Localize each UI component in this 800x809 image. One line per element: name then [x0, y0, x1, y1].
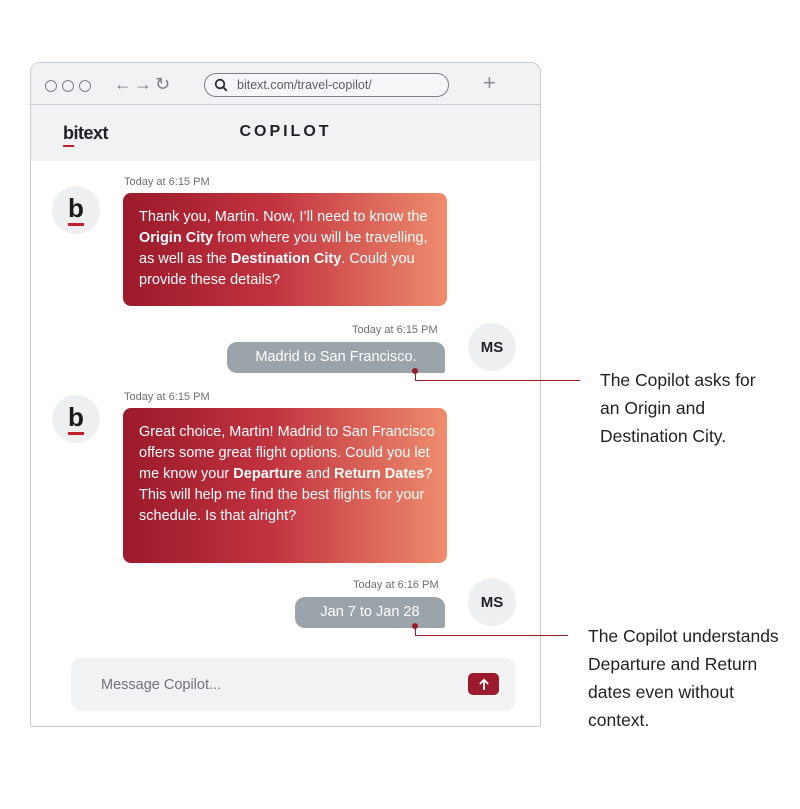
window-maximize-icon[interactable] [79, 80, 91, 92]
arrow-up-icon [478, 678, 490, 691]
message-timestamp: Today at 6:15 PM [124, 176, 210, 188]
message-timestamp: Today at 6:15 PM [124, 391, 210, 403]
bitext-logo: bitext [63, 123, 109, 143]
back-arrow-icon[interactable]: ← [114, 74, 132, 94]
user-avatar: MS [468, 578, 516, 626]
address-bar[interactable] [204, 73, 449, 97]
user-avatar: MS [468, 323, 516, 371]
search-icon [214, 78, 228, 92]
bot-avatar: b [52, 395, 100, 443]
user-message-bubble: Madrid to San Francisco. [227, 342, 445, 373]
annotation-connector [415, 635, 568, 636]
message-timestamp: Today at 6:16 PM [353, 579, 439, 591]
reload-icon[interactable]: ↻ [155, 74, 171, 94]
window-minimize-icon[interactable] [62, 80, 74, 92]
annotation-dot [412, 623, 418, 629]
bot-message-bubble: Great choice, Martin! Madrid to San Francisco offers some great flight options. Could you let me know your Departure and Return Dates? This will help me find the best flights for your schedule. Is that alright? [123, 408, 447, 563]
bot-message-bubble: Thank you, Martin. Now, I’ll need to know the Origin City from where you will be travelling, as well as the Destination City. Could you provide these details? [123, 193, 447, 306]
user-message-bubble: Jan 7 to Jan 28 [295, 597, 445, 628]
annotation-connector [415, 380, 580, 381]
app-header [31, 105, 540, 161]
annotation-text-origin: The Copilot asks for an Origin and Destination City. [600, 370, 756, 446]
window-close-icon[interactable] [45, 80, 57, 92]
page-title: COPILOT [239, 123, 332, 140]
browser-toolbar [31, 63, 540, 105]
message-timestamp: Today at 6:15 PM [352, 324, 438, 336]
address-url: bitext.com/travel-copilot/ [237, 78, 372, 92]
forward-arrow-icon[interactable]: → [134, 74, 152, 94]
send-button[interactable] [468, 673, 499, 695]
message-input[interactable] [101, 674, 441, 696]
annotation-text-dates: The Copilot understands Departure and Return dates even without context. [588, 626, 779, 730]
bot-avatar: b [52, 186, 100, 234]
browser-window [30, 62, 541, 727]
new-tab-button[interactable]: + [483, 70, 496, 95]
annotation-dot [412, 368, 418, 374]
message-composer [71, 658, 515, 711]
